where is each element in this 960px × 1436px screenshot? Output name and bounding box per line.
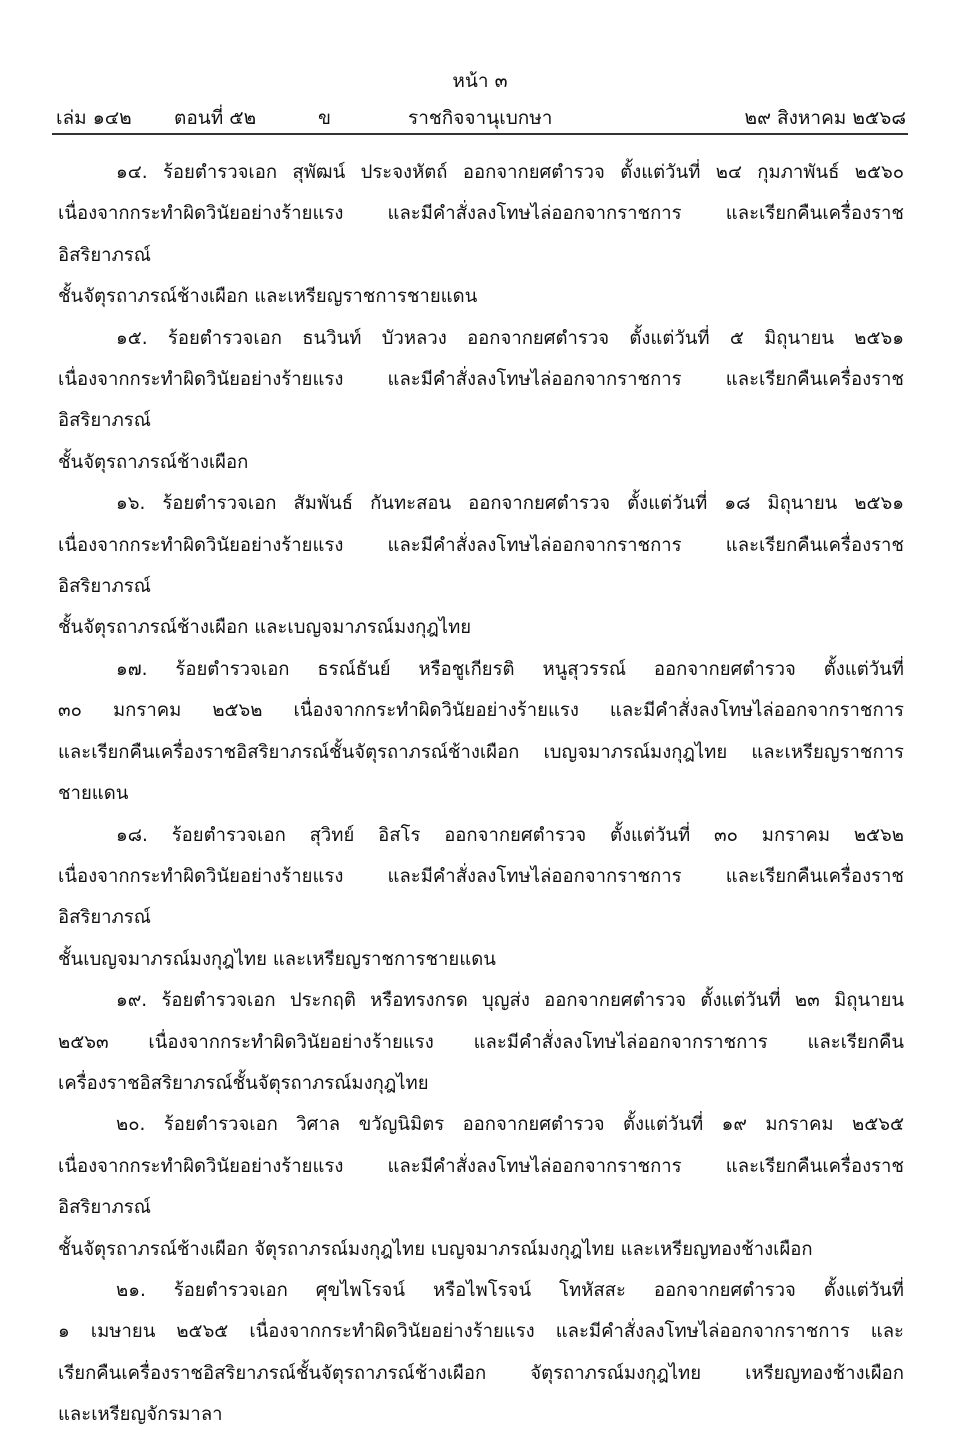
header-divider: [52, 133, 908, 135]
paragraph-line: ๑๕. ร้อยตำรวจเอก ธนวินท์ บัวหลวง ออกจากยศตำรวจ ตั้งแต่วันที่ ๕ มิถุนายน ๒๕๖๑: [116, 327, 904, 349]
paragraph-line: เครื่องราชอิสริยาภรณ์ชั้นจัตุรถาภรณ์มงกุฎไทย: [58, 1072, 429, 1094]
paragraph-line: ๑๔. ร้อยตำรวจเอก สุพัฒน์ ประจงหัตถ์ ออกจากยศตำรวจ ตั้งแต่วันที่ ๒๔ กุมภาพันธ์ ๒๕๖๐: [116, 162, 904, 183]
paragraph-19: [58, 980, 904, 1104]
header-publication: ราชกิจจานุเบกษา: [408, 107, 553, 129]
paragraph-line: ๒๐. ร้อยตำรวจเอก วิศาล ขวัญนิมิตร ออกจากยศตำรวจ ตั้งแต่วันที่ ๑๙ มกราคม ๒๕๖๕: [116, 1114, 904, 1136]
paragraph-line: เนื่องจากกระทำผิดวินัยอย่างร้ายแรง และมีคำสั่งลงโทษไล่ออกจากราชการ และเรียกคืนเครื่องราชอิสริยาภรณ์: [58, 369, 904, 432]
paragraph-line: ๑๘. ร้อยตำรวจเอก สุวิทย์ อิสโร ออกจากยศตำรวจ ตั้งแต่วันที่ ๓๐ มกราคม ๒๕๖๒: [116, 824, 904, 846]
paragraph-line: ชั้นจัตุรถาภรณ์ช้างเผือก และเบญจมาภรณ์มงกุฎไทย: [58, 617, 472, 639]
header-date: ๒๙ สิงหาคม ๒๕๖๘: [744, 107, 906, 129]
header-type: ข: [318, 107, 331, 129]
paragraph-line: ๑๖. ร้อยตำรวจเอก สัมพันธ์ กันทะสอน ออกจากยศตำรวจ ตั้งแต่วันที่ ๑๘ มิถุนายน ๒๕๖๑: [116, 493, 904, 515]
header-section: ตอนที่ ๕๒: [174, 107, 257, 129]
paragraph-line: และเหรียญจักรมาลา: [58, 1404, 223, 1426]
paragraph-line: ชายแดน: [58, 783, 129, 805]
paragraph-20: [58, 1104, 904, 1270]
paragraph-line: ๒๑. ร้อยตำรวจเอก ศุขไพโรจน์ หรือไพโรจน์ โทหัสสะ ออกจากยศตำรวจ ตั้งแต่วันที่: [116, 1279, 904, 1301]
paragraph-line: ๑ เมษายน ๒๕๖๕ เนื่องจากกระทำผิดวินัยอย่างร้ายแรง และมีคำสั่งลงโทษไล่ออกจากราชการ และ: [58, 1321, 904, 1343]
paragraph-line: ๑๗. ร้อยตำรวจเอก ธรณ์ธันย์ หรือชูเกียรติ หนูสุวรรณ์ ออกจากยศตำรวจ ตั้งแต่วันที่: [116, 658, 904, 680]
paragraph-line: ชั้นจัตุรถาภรณ์ช้างเผือก จัตุรถาภรณ์มงกุฎไทย เบญจมาภรณ์มงกุฎไทย และเหรียญทองช้างเผือก: [58, 1238, 813, 1260]
paragraph-line: ชั้นจัตุรถาภรณ์ช้างเผือก: [58, 451, 249, 473]
paragraph-line: ๑๙. ร้อยตำรวจเอก ประกฤติ หรือทรงกรด บุญส่ง ออกจากยศตำรวจ ตั้งแต่วันที่ ๒๓ มิถุนายน: [116, 990, 904, 1012]
paragraph-15: [58, 318, 904, 484]
paragraph-line: ชั้นเบญจมาภรณ์มงกุฎไทย และเหรียญราชการชายแดน: [58, 948, 496, 970]
paragraph-line: เรียกคืนเครื่องราชอิสริยาภรณ์ชั้นจัตุรถาภรณ์ช้างเผือก จัตุรถาภรณ์มงกุฎไทย เหรียญทองช้างเผือก: [58, 1362, 904, 1384]
paragraph-14: [58, 152, 904, 318]
gazette-header: [56, 103, 906, 131]
paragraph-line: และเรียกคืนเครื่องราชอิสริยาภรณ์ชั้นจัตุรถาภรณ์ช้างเผือก เบญจมาภรณ์มงกุฎไทย และเหรียญราชการ: [58, 741, 904, 763]
paragraph-21: [58, 1270, 904, 1436]
paragraph-line: ๒๕๖๓ เนื่องจากกระทำผิดวินัยอย่างร้ายแรง และมีคำสั่งลงโทษไล่ออกจากราชการ และเรียกคืน: [58, 1031, 904, 1053]
page-number: หน้า ๓: [452, 70, 508, 92]
paragraph-16: [58, 483, 904, 649]
paragraph-line: ๓๐ มกราคม ๒๕๖๒ เนื่องจากกระทำผิดวินัยอย่างร้ายแรง และมีคำสั่งลงโทษไล่ออกจากราชการ: [58, 700, 904, 722]
paragraph-17: [58, 649, 904, 815]
paragraph-line: ชั้นจัตุรถาภรณ์ช้างเผือก และเหรียญราชการชายแดน: [58, 286, 478, 308]
paragraph-line: เนื่องจากกระทำผิดวินัยอย่างร้ายแรง และมีคำสั่งลงโทษไล่ออกจากราชการ และเรียกคืนเครื่องราชอิสริยาภรณ์: [58, 203, 904, 266]
document-body: [58, 152, 904, 1436]
paragraph-18: [58, 815, 904, 981]
paragraph-line: เนื่องจากกระทำผิดวินัยอย่างร้ายแรง และมีคำสั่งลงโทษไล่ออกจากราชการ และเรียกคืนเครื่องราชอิสริยาภรณ์: [58, 534, 904, 598]
paragraph-line: เนื่องจากกระทำผิดวินัยอย่างร้ายแรง และมีคำสั่งลงโทษไล่ออกจากราชการ และเรียกคืนเครื่องราชอิสริยาภรณ์: [58, 865, 904, 929]
header-volume: เล่ม ๑๔๒: [56, 107, 132, 129]
paragraph-line: เนื่องจากกระทำผิดวินัยอย่างร้ายแรง และมีคำสั่งลงโทษไล่ออกจากราชการ และเรียกคืนเครื่องราชอิสริยาภรณ์: [58, 1155, 904, 1219]
